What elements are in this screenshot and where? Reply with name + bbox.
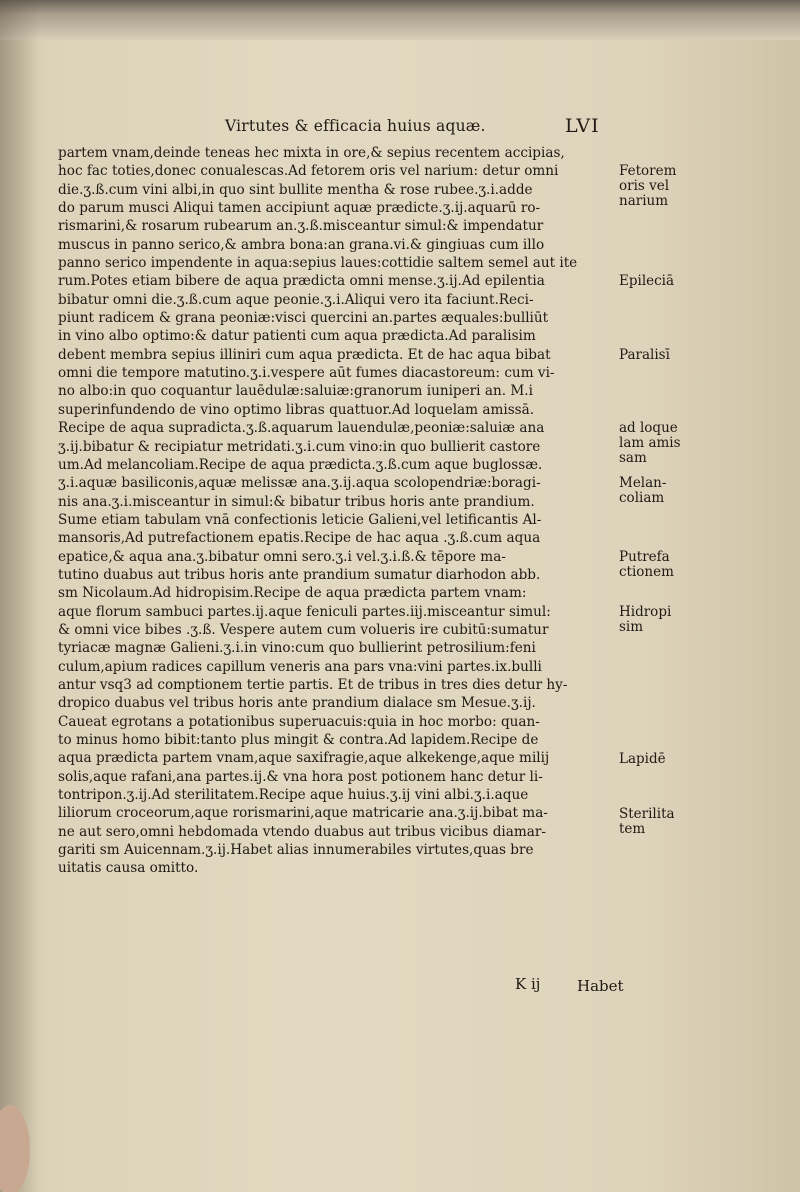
folio-number: LVI [565, 115, 600, 137]
text-line: & omni vice bibes .ʒ.ß. Vespere autem cum volueris ire cubitū:sumatur [58, 621, 549, 638]
text-line: in vino albo optimo:& datur patienti cum aqua prædicta.Ad paralisim [58, 328, 536, 345]
text-line: antur vsq3 ad comptionem tertie partis. Et de tribus in tres dies detur hy- [58, 676, 568, 693]
text-line: tutino duabus aut tribus horis ante prandium sumatur diarhodon abb. [58, 566, 541, 583]
text-line: die.ʒ.ß.cum vini albi,in quo sint bullite mentha & rose rubee.ʒ.i.adde [58, 181, 533, 198]
gutter-shadow [0, 0, 40, 1192]
margin-note: ad loque lam amis sam [619, 420, 681, 467]
text-line: Caueat egrotans a potationibus superuacuis:quia in hoc morbo: quan- [58, 713, 540, 730]
text-line: hoc fac toties,donec conualescas.Ad fetorem oris vel narium: detur omni [58, 163, 559, 180]
margin-note: Putrefa ctionem [619, 548, 674, 580]
text-line: aque florum sambuci partes.ij.aque feniculi partes.iij.misceantur simul: [58, 603, 551, 620]
margin-note: Sterilita tem [619, 805, 675, 837]
text-line: liliorum croceorum,aque rorismarini,aque matricarie ana.ʒ.ij.bibat ma- [58, 805, 548, 822]
margin-note: Fetorem oris vel narium [619, 163, 677, 210]
text-line: omni die tempore matutino.ʒ.i.vespere aūt fumes diacastoreum: cum vi- [58, 365, 555, 382]
text-line: epatice,& aqua ana.ʒ.bibatur omni sero.ʒ.i vel.ʒ.i.ß.& tēpore ma- [58, 548, 506, 565]
text-line: um.Ad melancoliam.Recipe de aqua prædicta.ʒ.ß.cum aque buglossæ. [58, 456, 543, 473]
page-top-edge [0, 0, 800, 40]
text-line: panno serico impendente in aqua:sepius laues:cottidie saltem semel aut ite [58, 255, 578, 272]
text-line: rismarini,& rosarum rubearum an.ʒ.ß.misceantur simul:& impendatur [58, 218, 544, 235]
margin-note: Hidropi sim [619, 603, 672, 635]
running-title: Virtutes & efficacia huius aquæ. [225, 117, 486, 135]
text-line: partem vnam,deinde teneas hec mixta in ore,& sepius recentem accipias, [58, 145, 565, 161]
main-text-block [58, 144, 614, 878]
margin-note: Paralisī [619, 346, 670, 363]
text-line: dropico duabus vel tribus horis ante prandium dialace sm Mesue.ʒ.ij. [58, 695, 536, 712]
text-line: no albo:in quo coquantur lauēdulæ:saluiæ:granorum iuniperi an. M.i [58, 383, 533, 400]
text-line: piunt radicem & grana peoniæ:visci quercini an.partes æquales:bulliūt [58, 310, 549, 327]
text-line: Sume etiam tabulam vnā confectionis leticie Galieni,vel letificantis Al- [58, 511, 542, 528]
text-line: Recipe de aqua supradicta.ʒ.ß.aquarum lauendulæ,peoniæ:saluiæ ana [58, 420, 545, 437]
text-line: nis ana.ʒ.i.misceantur in simul:& bibatur tribus horis ante prandium. [58, 493, 535, 510]
text-line: do parum musci Aliqui tamen accipiunt aquæ prædicte.ʒ.ij.aquarū ro- [58, 200, 541, 217]
text-line: culum,apium radices capillum veneris ana pars vna:vini partes.ix.bulli [58, 658, 542, 675]
text-line: ʒ.ij.bibatur & recipiatur metridati.ʒ.i.cum vino:in quo bullierit castore [58, 438, 541, 455]
signature-mark: K ij [515, 975, 541, 993]
text-line: muscus in panno serico,& ambra bona:an grana.vi.& gingiuas cum illo [58, 236, 545, 253]
text-line: rum.Potes etiam bibere de aqua prædicta omni mense.ʒ.ij.Ad epilentia [58, 273, 545, 290]
text-line: uitatis causa omitto. [58, 860, 199, 877]
page-header [225, 117, 745, 143]
catchword: Habet [577, 977, 624, 995]
text-line: ne aut sero,omni hebdomada vtendo duabus aut tribus vicibus diamar- [58, 823, 546, 840]
text-line: ʒ.i.aquæ basiliconis,aquæ melissæ ana.ʒ.ij.aqua scolopendriæ:boragi- [58, 475, 541, 492]
text-line: gariti sm Auicennam.ʒ.ij.Habet alias innumerabiles virtutes,quas bre [58, 842, 534, 859]
margin-note: Lapidē [619, 750, 666, 767]
text-line: aqua prædicta partem vnam,aque saxifragie,aque alkekenge,aque milij [58, 750, 550, 767]
text-line: tontripon.ʒ.ij.Ad sterilitatem.Recipe aque huius.ʒ.ij vini albi.ʒ.i.aque [58, 787, 529, 804]
text-line: mansoris,Ad putrefactionem epatis.Recipe de hac aqua .ʒ.ß.cum aqua [58, 530, 541, 547]
margin-note: Epileciā [619, 273, 675, 290]
text-line: solis,aque rafani,ana partes.ij.& vna hora post potionem hanc detur li- [58, 768, 543, 785]
text-line: debent membra sepius illiniri cum aqua prædicta. Et de hac aqua bibat [58, 346, 551, 363]
text-line: tyriacæ magnæ Galieni.ʒ.i.in vino:cum quo bullierint petrosilium:feni [58, 640, 536, 657]
text-line: to minus homo bibit:tanto plus mingit & contra.Ad lapidem.Recipe de [58, 732, 539, 748]
margin-note: Melan- coliam [619, 475, 667, 507]
text-line: sm Nicolaum.Ad hidropisim.Recipe de aqua prædicta partem vnam: [58, 585, 527, 602]
text-line: superinfundendo de vino optimo libras quattuor.Ad loquelam amissā. [58, 401, 535, 418]
text-line: bibatur omni die.ʒ.ß.cum aque peonie.ʒ.i.Aliqui vero ita faciunt.Reci- [58, 291, 534, 308]
